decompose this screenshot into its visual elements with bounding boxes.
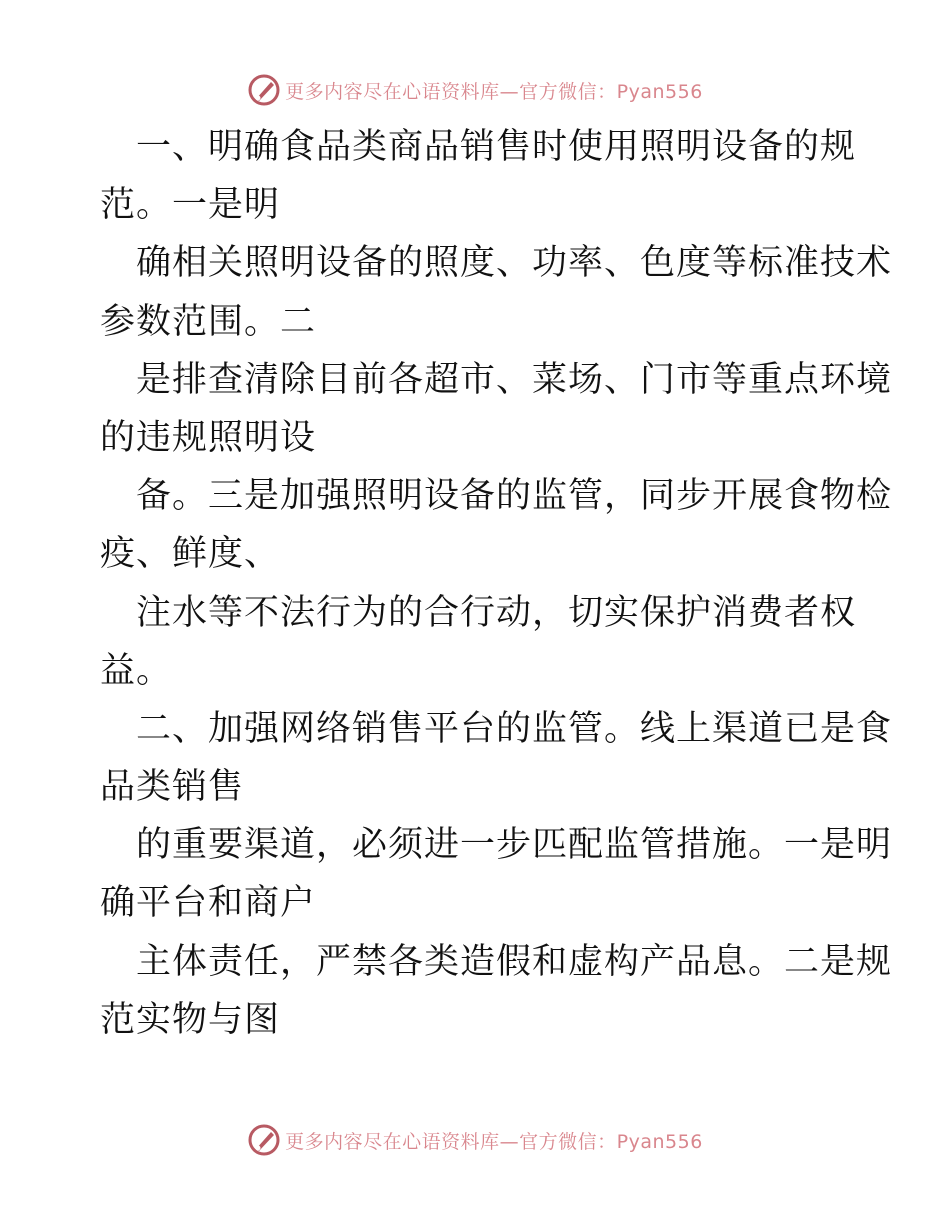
- header-banner: [0, 70, 950, 110]
- text-line: 品类销售: [100, 767, 245, 808]
- pen-circle-icon: [247, 73, 281, 107]
- text-line: 范。一是明: [100, 185, 281, 226]
- pen-circle-icon: [247, 1123, 281, 1157]
- text-line: 一、明确食品类商品销售时使用照明设备的规: [136, 127, 857, 167]
- text-line: 确相关照明设备的照度、功率、色度等标准技术: [136, 243, 893, 284]
- text-line: 主体责任，严禁各类造假和虚构产品息。二是规: [136, 941, 893, 982]
- document-body: [100, 118, 893, 1049]
- text-line: 的违规照明设: [100, 417, 317, 458]
- text-line: 备。三是加强照明设备的监管，同步开展食物检: [136, 476, 893, 517]
- text-line: 的重要渠道，必须进一步匹配监管措施。一是明: [136, 825, 893, 866]
- text-line: 确平台和商户: [100, 883, 317, 924]
- text-line: 益。: [100, 650, 173, 691]
- text-line: 范实物与图: [100, 999, 281, 1040]
- text-line: 二、加强网络销售平台的监管。线上渠道已是食: [136, 708, 893, 749]
- text-line: 疫、鲜度、: [100, 534, 281, 575]
- footer-banner: [0, 1120, 950, 1160]
- header-text: 更多内容尽在心语资料库—官方微信：Pyan556: [285, 80, 703, 103]
- text-line: 注水等不法行为的合行动，切实保护消费者权: [136, 592, 857, 633]
- text-line: 参数范围。二: [100, 301, 317, 342]
- footer-text: 更多内容尽在心语资料库—官方微信：Pyan556: [285, 1130, 703, 1153]
- text-line: 是排查清除目前各超市、菜场、门市等重点环境: [136, 359, 893, 400]
